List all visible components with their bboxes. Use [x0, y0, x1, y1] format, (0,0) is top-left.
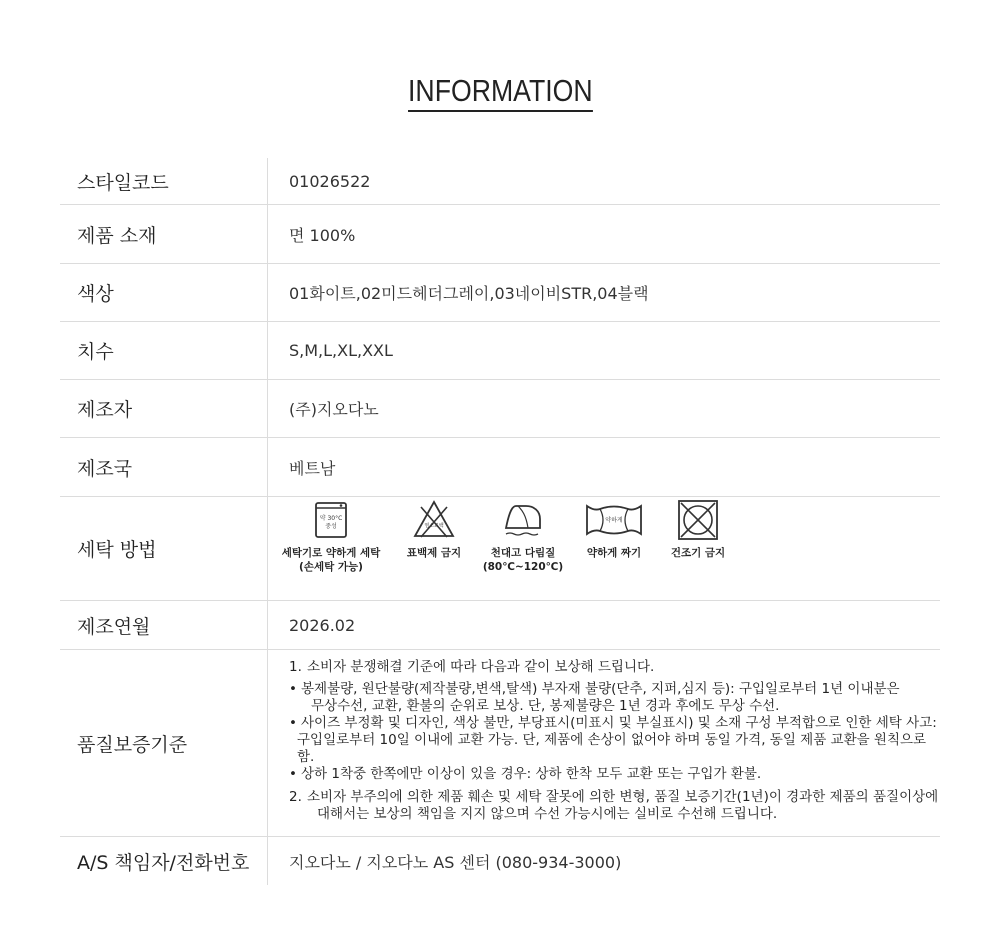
wring-gently-icon: [584, 497, 644, 543]
iron-icon: [500, 497, 546, 543]
bleach-text: 염소표백: [424, 523, 444, 529]
country-value: 베트남: [289, 458, 336, 478]
quality-item-2-line2: 대해서는 보상의 책임을 지지 않으며 수선 가능시에는 실비로 수선해 드립니다.: [317, 805, 778, 822]
row-size: [60, 322, 940, 380]
page-title: INFORMATION: [408, 74, 593, 112]
quality-bullet-2-line2: 구입일로부터 10일 이내에 교환 가능. 단, 제품에 손상이 없어야 하며 동일 가격, 동일 제품 교환을 원칙으로 함.: [297, 731, 927, 765]
wash-caption: [282, 546, 381, 574]
quality-bullet-2: [289, 715, 940, 766]
bullet-mark: •: [289, 680, 297, 697]
title-wrap: [0, 74, 1000, 112]
quality-item-1-num: 1.: [289, 658, 302, 675]
quality-item-1: [289, 659, 940, 676]
washtub-30c-icon: [308, 497, 354, 543]
quality-bullet-2-line1: 사이즈 부정확 및 디자인, 색상 불만, 부당표시(미표시 및 부실표시) 및 소재 구성 부적합으로 인한 세탁 사고:: [301, 714, 937, 731]
washing-label: 세탁 방법: [60, 497, 268, 600]
bullet-mark: •: [289, 765, 297, 782]
date-label: 제조연월: [60, 601, 268, 649]
quality-bullet-1-line1: 봉제불량, 원단불량(제작불량,변색,탈색) 부자재 불량(단추, 지퍼,심지 등): 구입일로부터 1년 이내분은: [301, 680, 900, 697]
row-washing: [60, 497, 940, 601]
wash-item-dryer: [666, 497, 730, 560]
wring-text: 약하게: [605, 517, 623, 524]
quality-bullet-1: [289, 681, 940, 715]
quality-bullet-3: [289, 766, 940, 783]
quality-item-1-text: 소비자 분쟁해결 기준에 따라 다음과 같이 보상해 드립니다.: [307, 658, 655, 675]
size-value: S,M,L,XL,XXL: [289, 341, 393, 360]
manufacturer-value: (주)지오다노: [289, 400, 379, 419]
wring-caption: 약하게 짜기: [586, 547, 642, 559]
wash-item-wring: [580, 497, 648, 560]
date-value: 2026.02: [289, 615, 356, 635]
wash-item-machine: [278, 497, 384, 574]
wash-caption-line2: (손세탁 가능): [299, 561, 363, 573]
quality-bullet-1-line2: 무상수선, 교환, 환불의 순위로 보상. 단, 봉제불량은 1년 경과 후에도 무상 수선.: [311, 697, 780, 714]
quality-value: [268, 650, 940, 836]
quality-label: 품질보증기준: [60, 650, 268, 836]
bullet-mark: •: [289, 714, 297, 731]
row-material: [60, 205, 940, 264]
quality-list: [289, 659, 940, 828]
as-value: 지오다노 / 지오다노 AS 센터 (080-934-3000): [289, 852, 622, 872]
bleach-caption: 표백제 금지: [406, 547, 462, 559]
row-quality: [60, 650, 940, 837]
row-date: [60, 601, 940, 650]
wash-caption-line1: 세탁기로 약하게 세탁: [281, 547, 381, 559]
row-style-code: [60, 158, 940, 205]
size-label: 치수: [60, 322, 268, 379]
quality-item-2: [289, 789, 940, 823]
as-label: A/S 책임자/전화번호: [60, 837, 268, 885]
row-country: [60, 438, 940, 497]
info-table: [60, 158, 940, 885]
row-as: [60, 837, 940, 885]
color-value: 01화이트,02미드헤더그레이,03네이비STR,04블랙: [289, 284, 649, 303]
manufacturer-label: 제조자: [60, 380, 268, 437]
quality-bullet-3-text: 상하 1착중 한쪽에만 이상이 있을 경우: 상하 한착 모두 교환 또는 구입가 환불.: [301, 765, 762, 782]
dryer-caption: 건조기 금지: [670, 547, 726, 559]
washtub-temp-text: 약 30°C: [319, 515, 343, 522]
iron-caption-line2: (80℃~120℃): [482, 561, 564, 573]
wash-item-iron: [484, 497, 562, 574]
color-label: 색상: [60, 264, 268, 321]
style-code-value: 01026522: [289, 171, 371, 191]
row-color: [60, 264, 940, 322]
washtub-detergent-text: 중성: [325, 523, 337, 530]
style-code-label: 스타일코드: [60, 158, 268, 204]
no-tumble-dry-icon: [675, 497, 721, 543]
quality-item-2-line1: 소비자 부주의에 의한 제품 훼손 및 세탁 잘못에 의한 변형, 품질 보증기간(1년)이 경과한 제품의 품질이상에: [307, 788, 939, 805]
quality-item-2-num: 2.: [289, 788, 302, 805]
country-label: 제조국: [60, 438, 268, 496]
washing-icons: [268, 497, 940, 600]
iron-caption: [483, 546, 563, 574]
material-value: 면 100%: [289, 225, 356, 245]
wash-item-bleach: [402, 497, 466, 560]
iron-caption-line1: 천대고 다림질: [490, 547, 556, 559]
material-label: 제품 소재: [60, 205, 268, 263]
row-manufacturer: [60, 380, 940, 438]
no-bleach-icon: [411, 497, 457, 543]
